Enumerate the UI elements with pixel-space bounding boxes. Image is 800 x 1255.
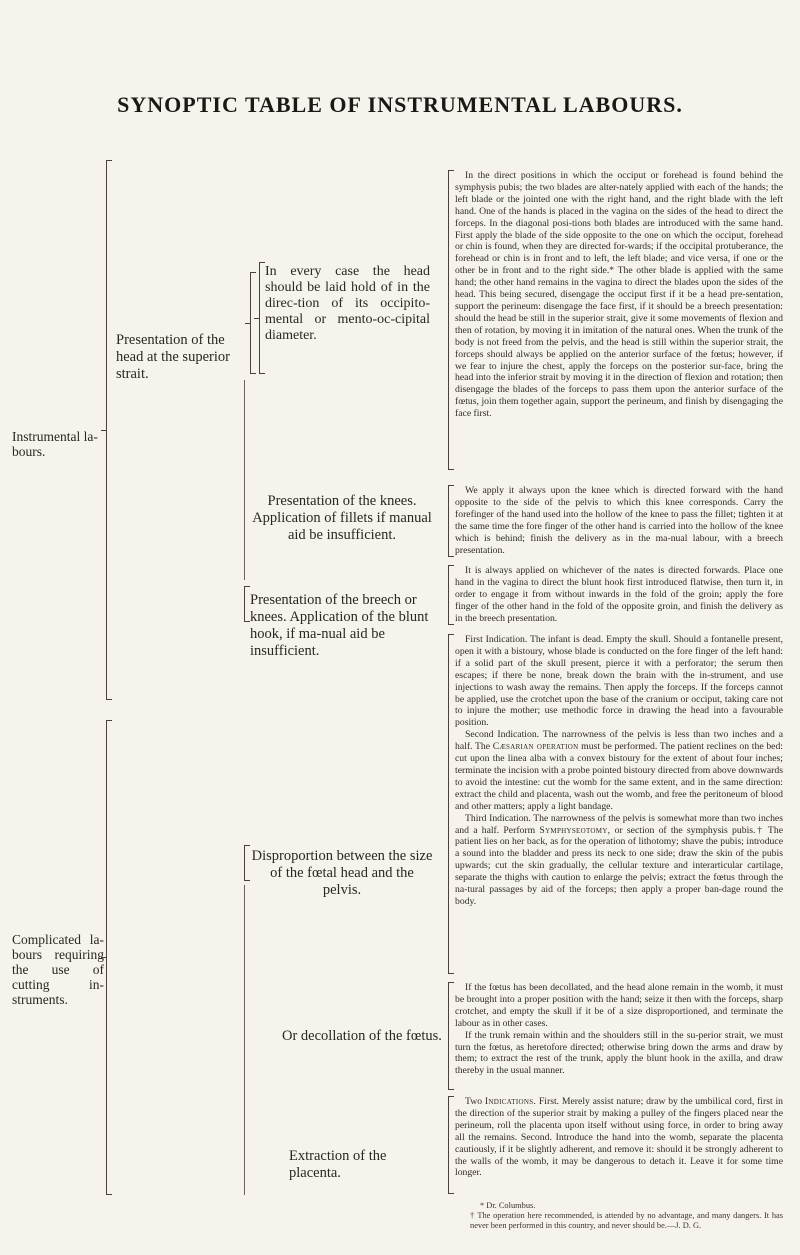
breech-presentation-brace — [244, 586, 245, 622]
decollation-head-paragraph: If the fœtus has been decollated, and the head alone remain in the womb, it must be brought into a proper position with the hand; seize it then with the forceps, sharp crotchet, and empty the skull if it be of a size disproportioned, and terminate the labour as in other cases. — [455, 982, 783, 1029]
instrumental-brace — [106, 160, 107, 700]
breech-presentation-label: Presentation of the breech or knees. Application of the blunt hook, if ma-nual aid be insufficient. — [250, 592, 429, 659]
second-indication-rest: must be performed. The patient reclines on the bed: cut upon the linea alba with a convex bistoury for the extent of about four inches; terminate the incision with a probe pointed bistoury directed from above downwards to avoid the intestine: cut the womb for the same extent, and in the same direction: extract the child and placenta, wash out the womb, and free the peritoneum of blood and other matters; apply a light bandage. — [455, 741, 783, 812]
decollation-text-brace — [448, 982, 449, 1090]
placenta-text — [455, 1096, 783, 1194]
disproportion-brace — [244, 845, 245, 881]
knees-text — [455, 485, 783, 557]
symphyseotomy-term: Symphyseotomy, — [539, 824, 611, 836]
decollation-label: Or decollation of the fœtus. — [282, 1028, 442, 1044]
column2-connector-top — [244, 380, 245, 580]
head-text-brace — [448, 170, 449, 470]
knees-text-brace — [448, 485, 449, 557]
head-presentation-paragraph: In the direct positions in which the occiput or forehead is found behind the symphysis pubis; the two blades are alter-nately applied with each of the hands; the left blade or the jointed one with the right hand, and the right blade with the left hand. One of the hands is placed in the vagina on the sides of the head to direct the forceps. In the diagonal posi-tions both blades are introduced with the same hand. First apply the blade of the side opposite to the one on which the occiput, forehead or chin is found, when they are directed for-wards; if the occipital protuberance, the forehead or chin is in front and to left, the left blade; and vice versa, if one or the other be in front and to the right side.* The other blade is applied with the same hand; the other hand remains in the vagina to direct the blades upon the sides of the head. This being secured, disengage the occiput first if it be a head pre-sentation, support the perineum: disengage the face first, if it should be a breech presentation: should the head be still in the superior strait, give it some movements of flexion and then of rotation, by moving it in imitation of the natural ones. When the trunk of the body is not freed from the pelvis, and the head is still within the superior strait, the forceps should always be applied on the anterior surface of the fœtus; however, if we fear to injure the chest, apply the forceps on the posterior sur-face, bring the head into the inferior strait by moving it in the direction of flexion and rotation; then disengage the blades of the forceps to pass them upon the anterior surface of the fœtus, join them together again, support the perineum, and finish by disengaging the face first. — [455, 170, 783, 420]
head-presentation-brace — [250, 272, 251, 374]
footnotes — [470, 1201, 783, 1231]
indications-term: Indications. — [484, 1096, 537, 1107]
third-indication-lead: Third Indication. The narrowness of the pelvis is somewhat more than two inches and a half. Perform — [455, 812, 783, 836]
breech-text-brace — [448, 565, 449, 625]
complicated-brace — [106, 720, 107, 1195]
decollation-trunk-paragraph: If the trunk remain within and the shoulders still in the su-perior strait, we must turn the fœtus, as heretofore directed; otherwise bring down the arms and draw by them; to extract the rest of the trunk, apply the blunt hook in the axilla, and draw thereby in the usual manner. — [455, 1029, 783, 1077]
footnote-dagger: † The operation here recommended, is attended by no advantage, and many dangers. It has never been performed in this country, and never should be.—J. D. G. — [470, 1211, 783, 1230]
second-indication-lead: Second Indication. The narrowness of the pelvis is less than two inches and a half. The — [455, 729, 783, 753]
every-case-label: In every case the head should be laid hold of in the direc-tion of its occipito-mental or mento-oc-cipital diameter. — [265, 264, 430, 343]
disproportion-text-brace — [448, 634, 449, 974]
placenta-text-brace — [448, 1096, 449, 1194]
footnote-star: * Dr. Columbus. — [480, 1201, 536, 1210]
head-presentation-text — [455, 170, 783, 470]
caesarian-operation-term: Cæsarian operation — [492, 741, 579, 753]
knees-presentation-label: Presentation of the knees. Application of fillets if manual aid be insufficient. — [252, 493, 432, 543]
breech-paragraph: It is always applied on whichever of the nates is directed forwards. Place one hand in the vagina to direct the blunt hook first introduced flatwise, then turn it, in order to engage it from without inwards in the fold of the groin; apply the fore finger of the other hand in the fold of the opposite groin, and finish the delivery as in the breech presentation. — [455, 565, 783, 624]
decollation-text — [455, 982, 783, 1090]
placenta-rest: First. Merely assist nature; draw by the umbilical cord, first in the direction of the superior strait by making a pulley of the fingers placed near the perineum, roll the placenta upon itself without using force, in order to bring away all the remains. Second. Introduce the hand into the womb, separate the placenta cautiously, if it be slightly adherent, and remove it: should it be strongly adherent to the walls of the womb, it may be dangerous to detach it. Leave it for some time longer. — [455, 1096, 783, 1179]
disproportion-label: Disproportion between the size of the fœtal head and the pelvis. — [251, 848, 433, 898]
third-indication-paragraph — [455, 813, 783, 908]
breech-text — [455, 565, 783, 625]
head-presentation-label: Presentation of the head at the superior strait. — [116, 332, 230, 382]
complicated-labours-label: Complicated la-bours requiring the use of cutting in-struments. — [12, 932, 104, 1007]
second-indication-paragraph — [455, 729, 783, 812]
third-indication-rest: or section of the symphysis pubis.† The patient lies on her back, as for the operation of lithotomy; shave the pubis; introduce a sound into the bladder and press its neck to one side; draw the skin of the pubis upwards; cut the skin gradually, the cellular texture and interarticular cartilage, separate the thighs with caution to enlarge the pelvis; extract the fœtus through the na-tural passages by aid of the forceps; then apply a proper ban-dage round the body. — [455, 824, 783, 907]
placenta-lead: Two — [465, 1096, 483, 1107]
every-case-brace — [259, 262, 260, 374]
page-title: SYNOPTIC TABLE OF INSTRUMENTAL LABOURS. — [117, 92, 683, 117]
instrumental-labours-label: Instrumental la-bours. — [12, 429, 98, 459]
knees-paragraph: We apply it always upon the knee which is directed forward with the hand opposite to the side of the pelvis to which this knee corresponds. Carry the forefinger of the hand used into the hollow of the knee to pass the fillet; tighten it at the same time the fore finger of the other hand is carried into the hollow of the knee which is behind; finish the delivery as in the ma-nual labour, with a breech presentation. — [455, 485, 783, 556]
placenta-label: Extraction of the placenta. — [289, 1148, 387, 1181]
disproportion-text — [455, 634, 783, 974]
first-indication-paragraph: First Indication. The infant is dead. Empty the skull. Should a fontanelle present, open it with a bistoury, whose blade is conducted on the fore finger of the left hand: if a solid part of the skull present, pierce it with a perforator; the serum then escapes; if there be none, break down the brain with the in-strument, and use injections to wash away the remains. Then apply the forceps. If the forceps cannot be applied, use the crotchet upon the base of the cranium or occiput, taking care not to injure the mother; use methodic force in drawing the head into a favourable position. — [455, 634, 783, 729]
placenta-paragraph — [455, 1096, 783, 1179]
column2-connector-bottom — [244, 885, 245, 1195]
